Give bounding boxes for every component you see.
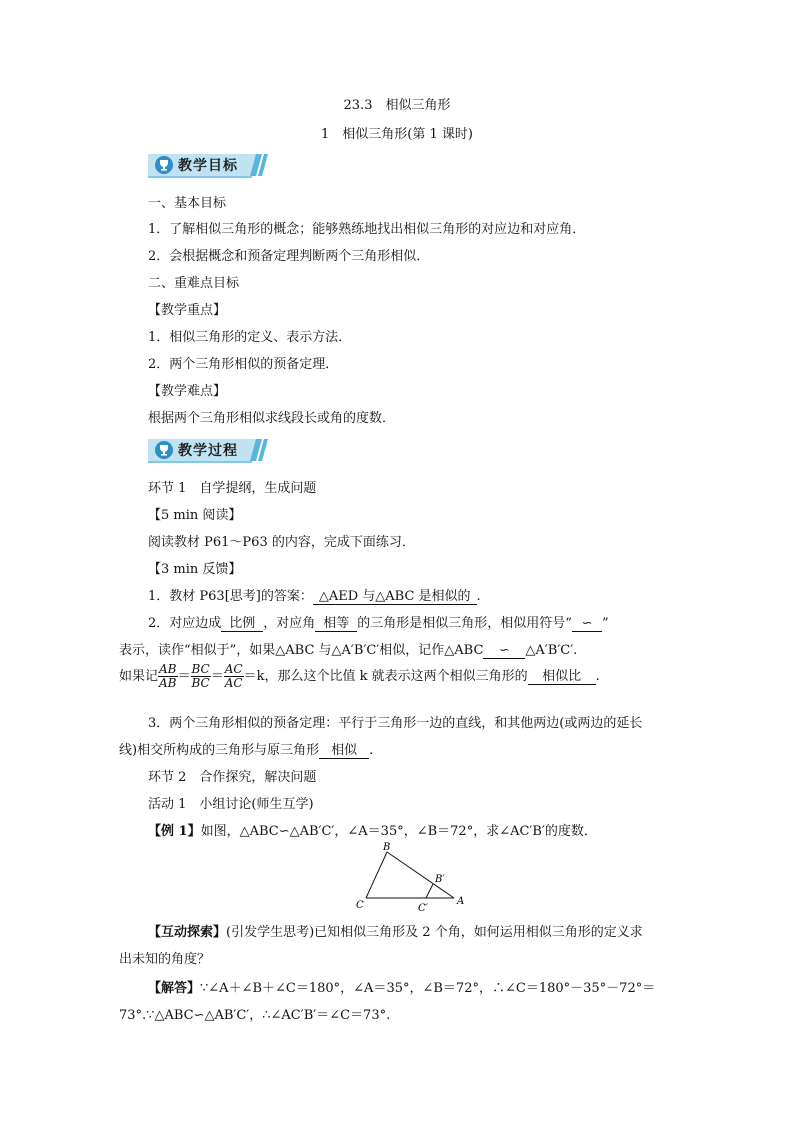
q2-answer-symbol: ∽ bbox=[572, 617, 602, 632]
basic-objective-2: 2．会根据概念和预备定理判断两个三角形相似． bbox=[148, 249, 430, 264]
q3-end: . bbox=[369, 743, 374, 758]
ratio-ac-numerator: AC bbox=[224, 662, 243, 676]
basic-objective-1: 1．了解相似三角形的概念；能够熟练地找出相似三角形的对应边和对应角． bbox=[148, 222, 586, 237]
q2-answer-similar-sign: ∽ bbox=[483, 644, 525, 659]
activity1-heading: 活动 1 小组讨论(师生互学) bbox=[148, 797, 314, 812]
explore-line2: 出未知的角度？ bbox=[119, 952, 211, 967]
feedback-label: 【3 min 反馈】 bbox=[148, 562, 242, 577]
q2-answer-ratio: 比例 bbox=[221, 617, 263, 632]
process-banner-label: 教学过程 bbox=[178, 443, 238, 459]
equals-sign: ＝ bbox=[210, 669, 224, 684]
example-1 bbox=[148, 820, 597, 839]
ratio-ab-numerator: AB bbox=[159, 662, 177, 676]
basic-heading: 一、基本目标 bbox=[148, 196, 227, 211]
edge-bc bbox=[366, 852, 387, 898]
example-text: 如图，△ABC∽△AB′C′，∠A＝35°，∠B＝72°，求∠AC′B′的度数． bbox=[200, 824, 597, 839]
question-2-line2 bbox=[119, 639, 577, 659]
label-c-prime: C′ bbox=[418, 903, 428, 914]
q2-line3-end: . bbox=[595, 669, 600, 684]
step1-heading: 环节 1 自学提纲，生成问题 bbox=[148, 481, 317, 496]
q2-text-c: 的三角形是相似三角形，相似用符号“ bbox=[357, 616, 572, 631]
label-b-prime: B′ bbox=[435, 874, 445, 885]
question-3-line1: 3．两个三角形相似的预备定理：平行于三角形一边的直线，和其他两边(或两边的延长 bbox=[148, 716, 643, 731]
difficulty-item-1: 根据两个三角形相似求线段长或角的度数． bbox=[148, 411, 396, 426]
q1-suffix: . bbox=[476, 589, 481, 604]
k-text: ＝k，那么这个比值 k 就表示这两个相似三角形的 bbox=[243, 669, 528, 684]
explore-label: 【互动探索】 bbox=[148, 925, 227, 940]
ratio-bc-denominator: BC bbox=[191, 676, 210, 690]
ratio-ac bbox=[224, 663, 244, 690]
objectives-banner-label: 教学目标 bbox=[178, 158, 238, 174]
ratio-bc bbox=[191, 663, 211, 690]
label-c: C bbox=[356, 900, 364, 911]
q2-line2-text: 表示，读作“相似于”，如果△ABC 与△A′B′C′相似，记作△ABC bbox=[119, 643, 484, 658]
q2-line2-end: △A′B′C′. bbox=[525, 643, 578, 658]
lesson-title: 1 相似三角形(第 1 课时) bbox=[321, 127, 473, 142]
q2-text-d: ” bbox=[601, 616, 609, 631]
key-heading: 二、重难点目标 bbox=[148, 276, 240, 291]
q2-answer-ratio-name: 相似比 bbox=[528, 670, 596, 685]
question-2-line3 bbox=[119, 663, 600, 690]
read-text: 阅读教材 P61～P63 的内容，完成下面练习． bbox=[148, 535, 415, 550]
question-2-line1 bbox=[148, 612, 609, 632]
q3-answer: 相似 bbox=[319, 744, 369, 759]
focus-label: 【教学重点】 bbox=[148, 303, 227, 318]
answer-line1 bbox=[148, 977, 655, 996]
q2-answer-equal: 相等 bbox=[315, 617, 357, 632]
ratio-ab-denominator: AB bbox=[159, 676, 177, 690]
equals-sign: ＝ bbox=[177, 669, 191, 684]
q2-text-b: ，对应角 bbox=[263, 616, 316, 631]
focus-item-1: 1．相似三角形的定义、表示方法． bbox=[148, 330, 352, 345]
difficulty-label: 【教学难点】 bbox=[148, 384, 227, 399]
q3-text: 线)相交所构成的三角形与原三角形 bbox=[119, 743, 320, 758]
trophy-icon bbox=[154, 440, 174, 460]
label-a: A bbox=[457, 896, 465, 907]
q1-answer: △AED 与△ABC 是相似的 bbox=[313, 590, 477, 605]
explore-text: (引发学生思考)已知相似三角形及 2 个角，如何运用相似三角形的定义求 bbox=[226, 925, 643, 940]
q1-prefix: 1．教材 P63[思考]的答案： bbox=[148, 589, 313, 604]
q2-text-a: 2．对应边成 bbox=[148, 616, 222, 631]
explore-line1 bbox=[148, 921, 643, 940]
read-label: 【5 min 阅读】 bbox=[148, 508, 242, 523]
triangle-figure bbox=[350, 840, 470, 916]
objectives-banner bbox=[148, 152, 270, 178]
question-1 bbox=[148, 585, 481, 605]
step2-heading: 环节 2 合作探究，解决问题 bbox=[148, 770, 317, 785]
q2-line3-text: 如果记 bbox=[119, 669, 159, 684]
focus-item-2: 2．两个三角形相似的预备定理． bbox=[148, 357, 339, 372]
section-title: 23.3 相似三角形 bbox=[343, 98, 451, 113]
ratio-ac-denominator: AC bbox=[224, 676, 243, 690]
example-label: 【例 1】 bbox=[148, 824, 201, 839]
answer-text: ∵∠A＋∠B＋∠C＝180°，∠A＝35°，∠B＝72°，∴∠C＝180°－35°－72°＝ bbox=[200, 981, 656, 996]
ratio-ab bbox=[158, 663, 177, 690]
question-3-line2 bbox=[119, 739, 373, 759]
label-b: B bbox=[383, 842, 391, 853]
process-banner bbox=[148, 437, 270, 463]
answer-label: 【解答】 bbox=[148, 981, 201, 996]
answer-line2: 73°.∵△ABC∽△AB′C′，∴∠AC′B′＝∠C＝73°. bbox=[119, 1008, 391, 1023]
edge-b-prime-c-prime bbox=[426, 884, 433, 898]
trophy-icon bbox=[154, 155, 174, 175]
ratio-bc-numerator: BC bbox=[191, 662, 210, 676]
